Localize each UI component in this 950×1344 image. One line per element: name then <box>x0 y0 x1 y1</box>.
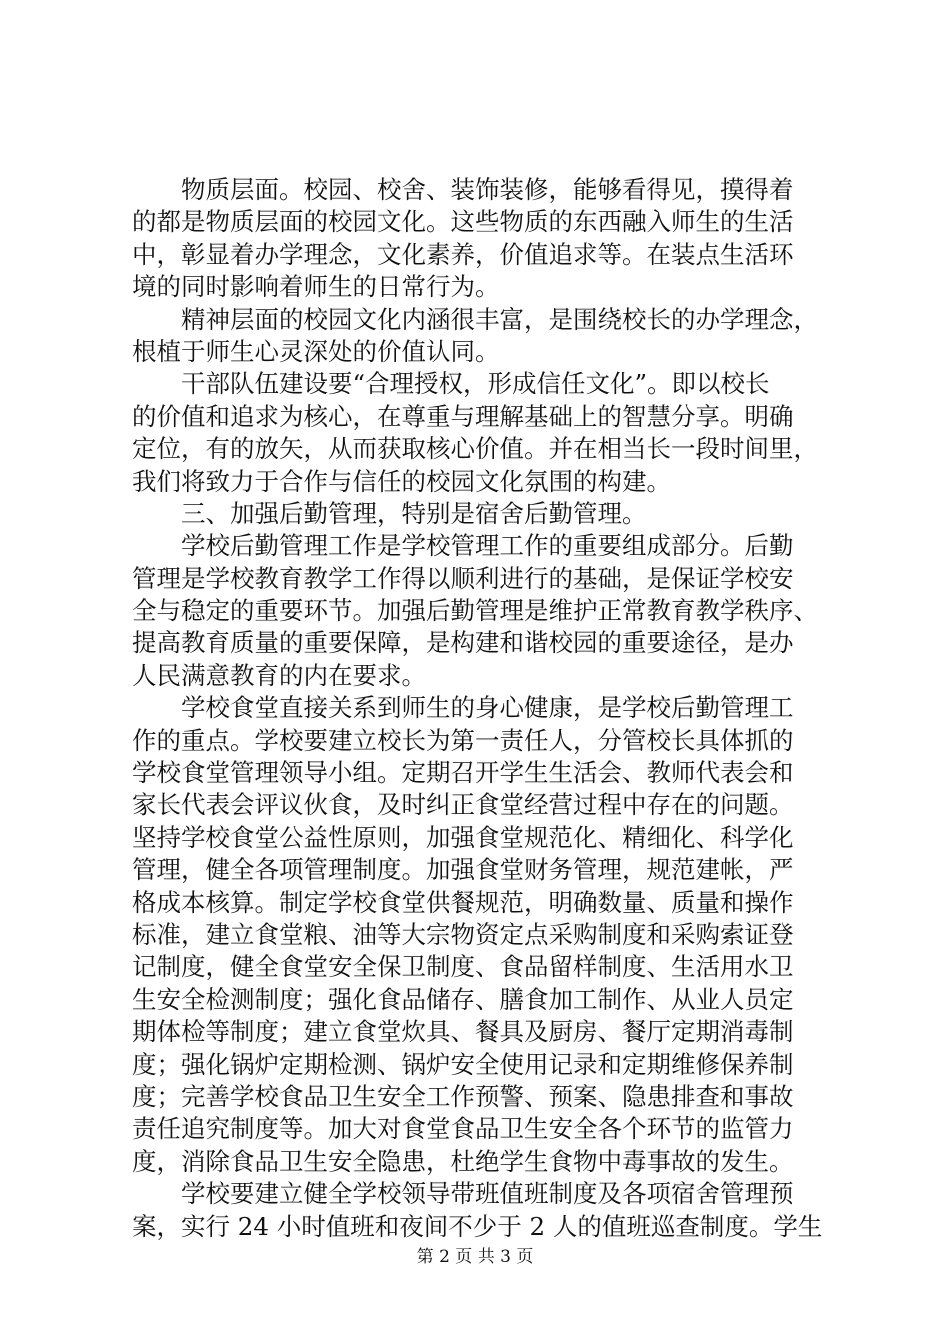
text-line: 的价值和追求为核心，在尊重与理解基础上的智慧分享。明确 <box>132 401 794 431</box>
text-line: 管理是学校教育教学工作得以顺利进行的基础，是保证学校安 <box>132 563 794 593</box>
text-line: 中，彰显着办学理念，文化素养，价值追求等。在装点生活环 <box>132 239 794 269</box>
text-line: 物质层面。校园、校舍、装饰装修，能够看得见，摸得着 <box>132 175 794 204</box>
text-line: 作的重点。学校要建立校长为第一责任人，分管校长具体抓的 <box>132 725 794 755</box>
text-line: 境的同时影响着师生的日常行为。 <box>132 272 500 302</box>
text-line: 坚持学校食堂公益性原则，加强食堂规范化、精细化、科学化 <box>132 822 794 852</box>
text-line: 全与稳定的重要环节。加强后勤管理是维护正常教育教学秩序、 <box>132 596 818 626</box>
text-line: 人民满意教育的内在要求。 <box>132 660 426 690</box>
text-line: 格成本核算。制定学校食堂供餐规范，明确数量、质量和操作 <box>132 887 794 917</box>
text-line: 学校后勤管理工作是学校管理工作的重要组成部分。后勤 <box>132 531 794 561</box>
text-line: 生安全检测制度；强化食品储存、膳食加工制作、从业人员定 <box>132 984 794 1014</box>
text-line: 度；强化锅炉定期检测、锅炉安全使用记录和定期维修保养制 <box>132 1049 794 1079</box>
text-line: 干部队伍建设要“合理授权，形成信任文化”。即以校长 <box>132 369 770 399</box>
page-footer: 第 2 页 共 3 页 <box>416 1247 534 1267</box>
text-line: 我们将致力于合作与信任的校园文化氛围的构建。 <box>132 466 671 496</box>
text-line: 三、加强后勤管理，特别是宿舍后勤管理。 <box>132 498 647 528</box>
text-line: 记制度，健全食堂安全保卫制度、食品留样制度、生活用水卫 <box>132 952 794 982</box>
text-line: 的都是物质层面的校园文化。这些物质的东西融入师生的生活 <box>132 207 794 237</box>
text-line: 管理，健全各项管理制度。加强食堂财务管理，规范建帐，严 <box>132 855 794 885</box>
text-line: 责任追究制度等。加大对食堂食品卫生安全各个环节的监管力 <box>132 1114 794 1144</box>
text-line: 定位，有的放矢，从而获取核心价值。并在相当长一段时间里， <box>132 434 818 464</box>
text-line: 提高教育质量的重要保障，是构建和谐校园的重要途径，是办 <box>132 628 794 658</box>
text-line: 根植于师生心灵深处的价值认同。 <box>132 336 500 366</box>
text-line: 学校食堂管理领导小组。定期召开学生生活会、教师代表会和 <box>132 758 794 788</box>
text-line: 学校要建立健全学校领导带班值班制度及各项宿舍管理预 <box>132 1179 794 1209</box>
text-line: 精神层面的校园文化内涵很丰富，是围绕校长的办学理念， <box>132 304 818 334</box>
text-line: 度，消除食品卫生安全隐患，杜绝学生食物中毒事故的发生。 <box>132 1146 794 1176</box>
text-line: 标准，建立食堂粮、油等大宗物资定点采购制度和采购索证登 <box>132 919 794 949</box>
text-line: 案，实行 24 小时值班和夜间不少于 2 人的值班巡查制度。学生 <box>132 1211 823 1241</box>
text-line: 期体检等制度；建立食堂炊具、餐具及厨房、餐厅定期消毒制 <box>132 1017 794 1047</box>
text-line: 学校食堂直接关系到师生的身心健康，是学校后勤管理工 <box>132 693 794 723</box>
document-body <box>132 174 838 1243</box>
text-line: 度；完善学校食品卫生安全工作预警、预案、隐患排查和事故 <box>132 1081 794 1111</box>
text-line: 家长代表会评议伙食，及时纠正食堂经营过程中存在的问题。 <box>132 790 794 820</box>
